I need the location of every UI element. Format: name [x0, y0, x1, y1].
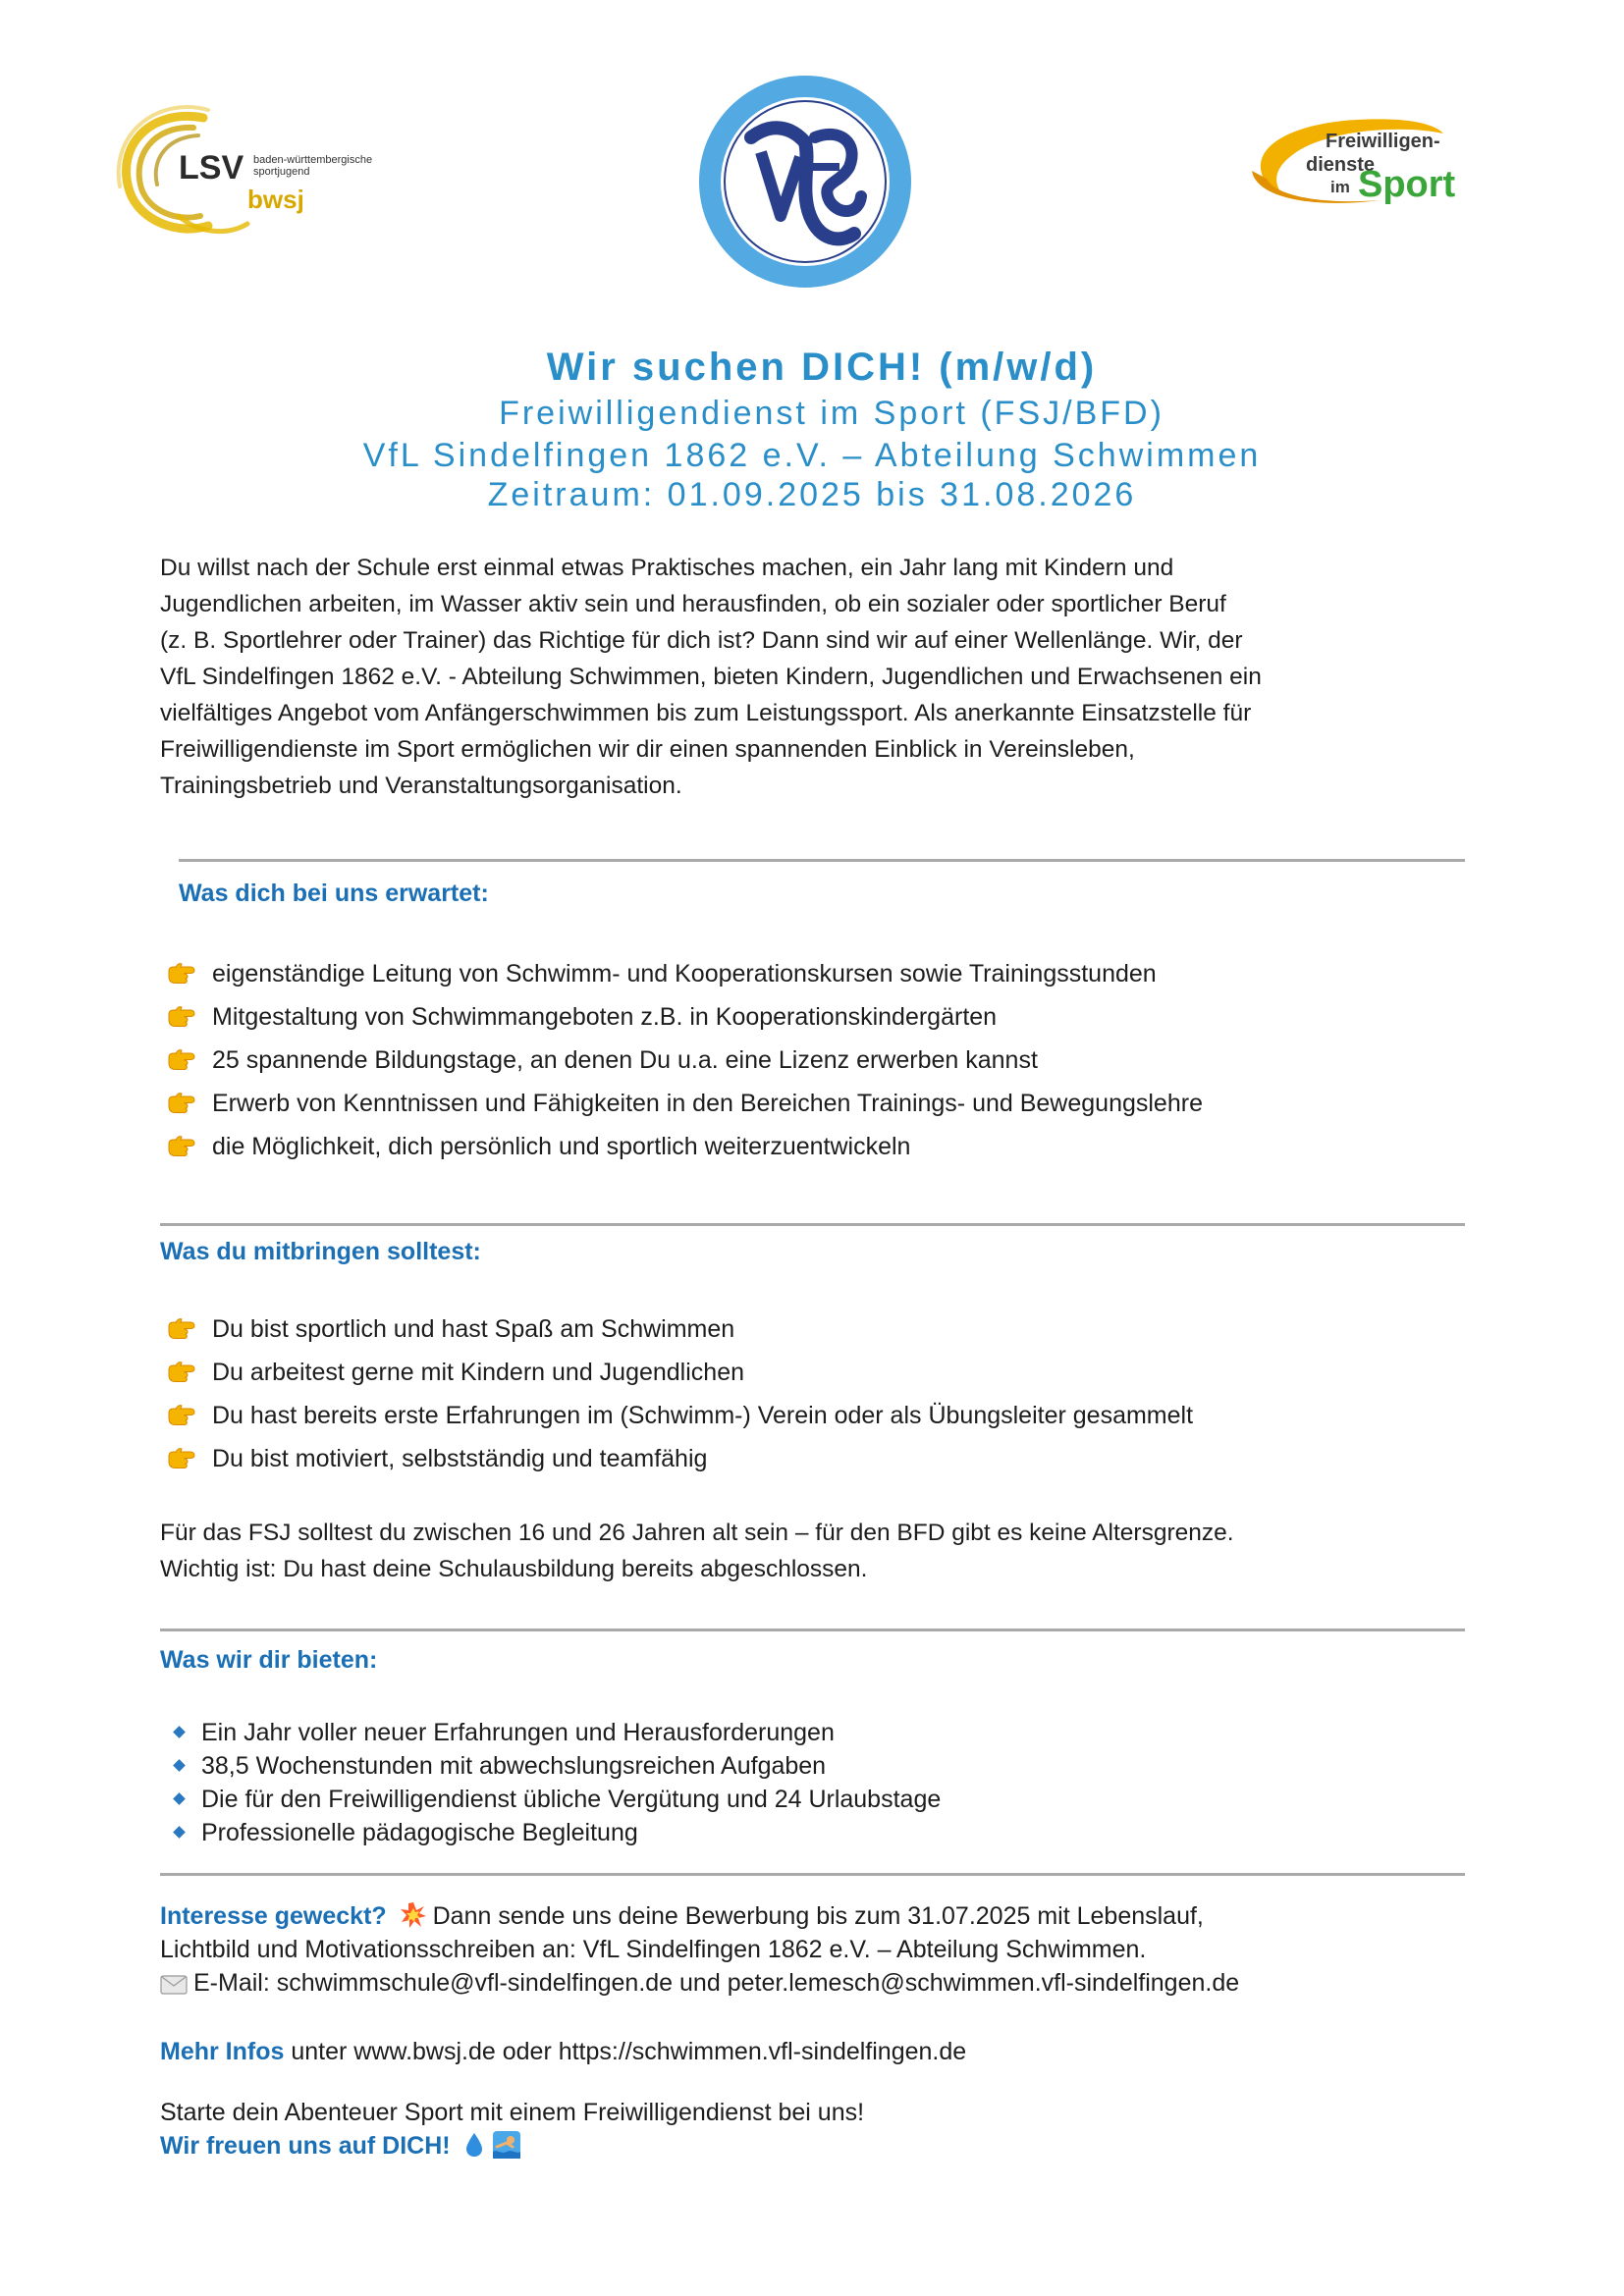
svg-text:Sport: Sport [1358, 164, 1456, 205]
age-note: Für das FSJ solltest du zwischen 16 und 26 Jahren alt sein – für den BFD gibt es keine Altersgrenze. Wichtig ist: Du hast deine Schulausbildung bereits abgeschlossen. [160, 1520, 1234, 1582]
pointing-hand-icon [167, 1133, 200, 1158]
pointing-hand-icon [167, 1445, 200, 1470]
lsv-text: LSV [179, 149, 244, 187]
svg-text:im: im [1330, 178, 1350, 196]
svg-text:dienste: dienste [1306, 154, 1376, 176]
divider [160, 1223, 1465, 1226]
offer-list [167, 1716, 941, 1849]
diamond-icon [173, 1827, 186, 1840]
list-item: Du bist sportlich und hast Spaß am Schwimmen [167, 1308, 1193, 1351]
closing: Starte dein Abenteuer Sport mit einem Freiwilligendienst bei uns! Wir freuen uns auf DICH! [160, 2099, 865, 2160]
envelope-icon [160, 1974, 188, 1996]
closing-tagline: Wir freuen uns auf DICH! [160, 2132, 451, 2160]
svg-text:bwsj: bwsj [247, 185, 304, 214]
divider [179, 859, 1465, 862]
svg-text:sportjugend: sportjugend [253, 166, 310, 178]
list-item: Die für den Freiwilligendienst übliche Vergütung und 24 Urlaubstage [167, 1783, 941, 1816]
diamond-icon [173, 1760, 186, 1773]
more-info-links[interactable]: unter www.bwsj.de oder https://schwimmen.vfl-sindelfingen.de [291, 2038, 967, 2065]
diamond-icon [173, 1727, 186, 1739]
list-item: Ein Jahr voller neuer Erfahrungen und Herausforderungen [167, 1716, 941, 1749]
section-title-expect: Was dich bei uns erwartet: [179, 880, 489, 907]
pointing-hand-icon [167, 1090, 200, 1115]
pointing-hand-icon [167, 960, 200, 986]
pointing-hand-icon [167, 1003, 200, 1029]
list-item: Professionelle pädagogische Begleitung [167, 1816, 941, 1849]
divider [160, 1873, 1465, 1876]
pointing-hand-icon [167, 1315, 200, 1341]
intro-paragraph: Du willst nach der Schule erst einmal etwas Praktisches machen, ein Jahr lang mit Kindern und Jugendlichen arbeiten, im Wasser aktiv sein und herausfinden, ob ein sozialer oder sportlicher Beruf (z. B. Sportlehrer oder Trainer) das Richtige für dich ist? Dann sind wir auf einer Wellenlänge. Wir, der VfL Sindelfingen 1862 e.V. - Abteilung Schwimmen, bieten Kindern, Jugendlichen und Erwachsenen ein vielfältiges Angebot vom Anfängerschwimmen bis zum Leistungssport. Als anerkannte Einsatzstelle für Freiwilligendienste im Sport ermöglichen wir dir einen spannenden Einblick in Vereinsleben, Trainingsbetrieb und Veranstaltungsorganisation. [160, 555, 1262, 799]
lsv-bwsj-logo [110, 98, 424, 245]
pointing-hand-icon [167, 1402, 200, 1427]
interest-lead: Interesse geweckt? [160, 1902, 387, 1930]
pointing-hand-icon [167, 1046, 200, 1072]
list-item: Mitgestaltung von Schwimmangeboten z.B. in Kooperationskindergärten [167, 995, 1203, 1039]
list-item: eigenständige Leitung von Schwimm- und Kooperationskursen sowie Trainingsstunden [167, 952, 1203, 995]
pointing-hand-icon [167, 1359, 200, 1384]
contact-block: Interesse geweckt? Dann sende uns deine Bewerbung bis zum 31.07.2025 mit Lebenslauf, Lichtbild und Motivationsschreiben an: VfL Sindelfingen 1862 e.V. – Abteilung Schwimmen. E-Mail: schwimmschule@vfl-sindelfingen.de und peter.lemesch@schwimmen.vfl-sindelfingen.de [160, 1902, 1240, 1997]
svg-text:baden-württembergische: baden-württembergische [253, 154, 373, 166]
subtitle-period: Zeitraum: 01.09.2025 bis 31.08.2026 [487, 476, 1137, 513]
svg-text:VfL: VfL [804, 275, 806, 276]
subtitle-club: VfL Sindelfingen 1862 e.V. – Abteilung Schwimmen [362, 437, 1262, 474]
list-item: Du hast bereits erste Erfahrungen im (Schwimm-) Verein oder als Übungsleiter gesammelt [167, 1394, 1193, 1437]
list-item: die Möglichkeit, dich persönlich und sportlich weiterzuentwickeln [167, 1125, 1203, 1168]
vfl-club-logo [692, 69, 918, 294]
email-link-1[interactable]: schwimmschule@vfl-sindelfingen.de [276, 1969, 674, 1997]
list-item: Erwerb von Kenntnissen und Fähigkeiten in den Bereichen Trainings- und Bewegungslehre [167, 1082, 1203, 1125]
more-info [160, 2035, 966, 2068]
subtitle-program: Freiwilligendienst im Sport (FSJ/BFD) [499, 395, 1164, 432]
more-info-lead: Mehr Infos [160, 2038, 285, 2065]
list-item: Du arbeitest gerne mit Kindern und Jugendlichen [167, 1351, 1193, 1394]
diamond-icon [173, 1793, 186, 1806]
email-link-2[interactable]: peter.lemesch@schwimmen.vfl-sindelfingen.de [727, 1969, 1240, 1997]
svg-text:Freiwilligen-: Freiwilligen- [1326, 131, 1440, 152]
collision-icon [400, 1901, 427, 1929]
section-title-offer: Was wir dir bieten: [160, 1646, 378, 1674]
divider [160, 1629, 1465, 1631]
bring-list [167, 1308, 1193, 1480]
swimmer-icon [493, 2131, 520, 2159]
list-item: 25 spannende Bildungstage, an denen Du u.a. eine Lizenz erwerben kannst [167, 1039, 1203, 1082]
droplet-icon [463, 2131, 485, 2159]
section-title-bring: Was du mitbringen solltest: [160, 1238, 481, 1265]
page-title: Wir suchen DICH! (m/w/d) [546, 346, 1098, 389]
freiwilligendienste-im-sport-logo [1232, 110, 1473, 218]
list-item: Du bist motiviert, selbstständig und teamfähig [167, 1437, 1193, 1480]
list-item: 38,5 Wochenstunden mit abwechslungsreichen Aufgaben [167, 1749, 941, 1783]
expect-list [167, 952, 1203, 1168]
